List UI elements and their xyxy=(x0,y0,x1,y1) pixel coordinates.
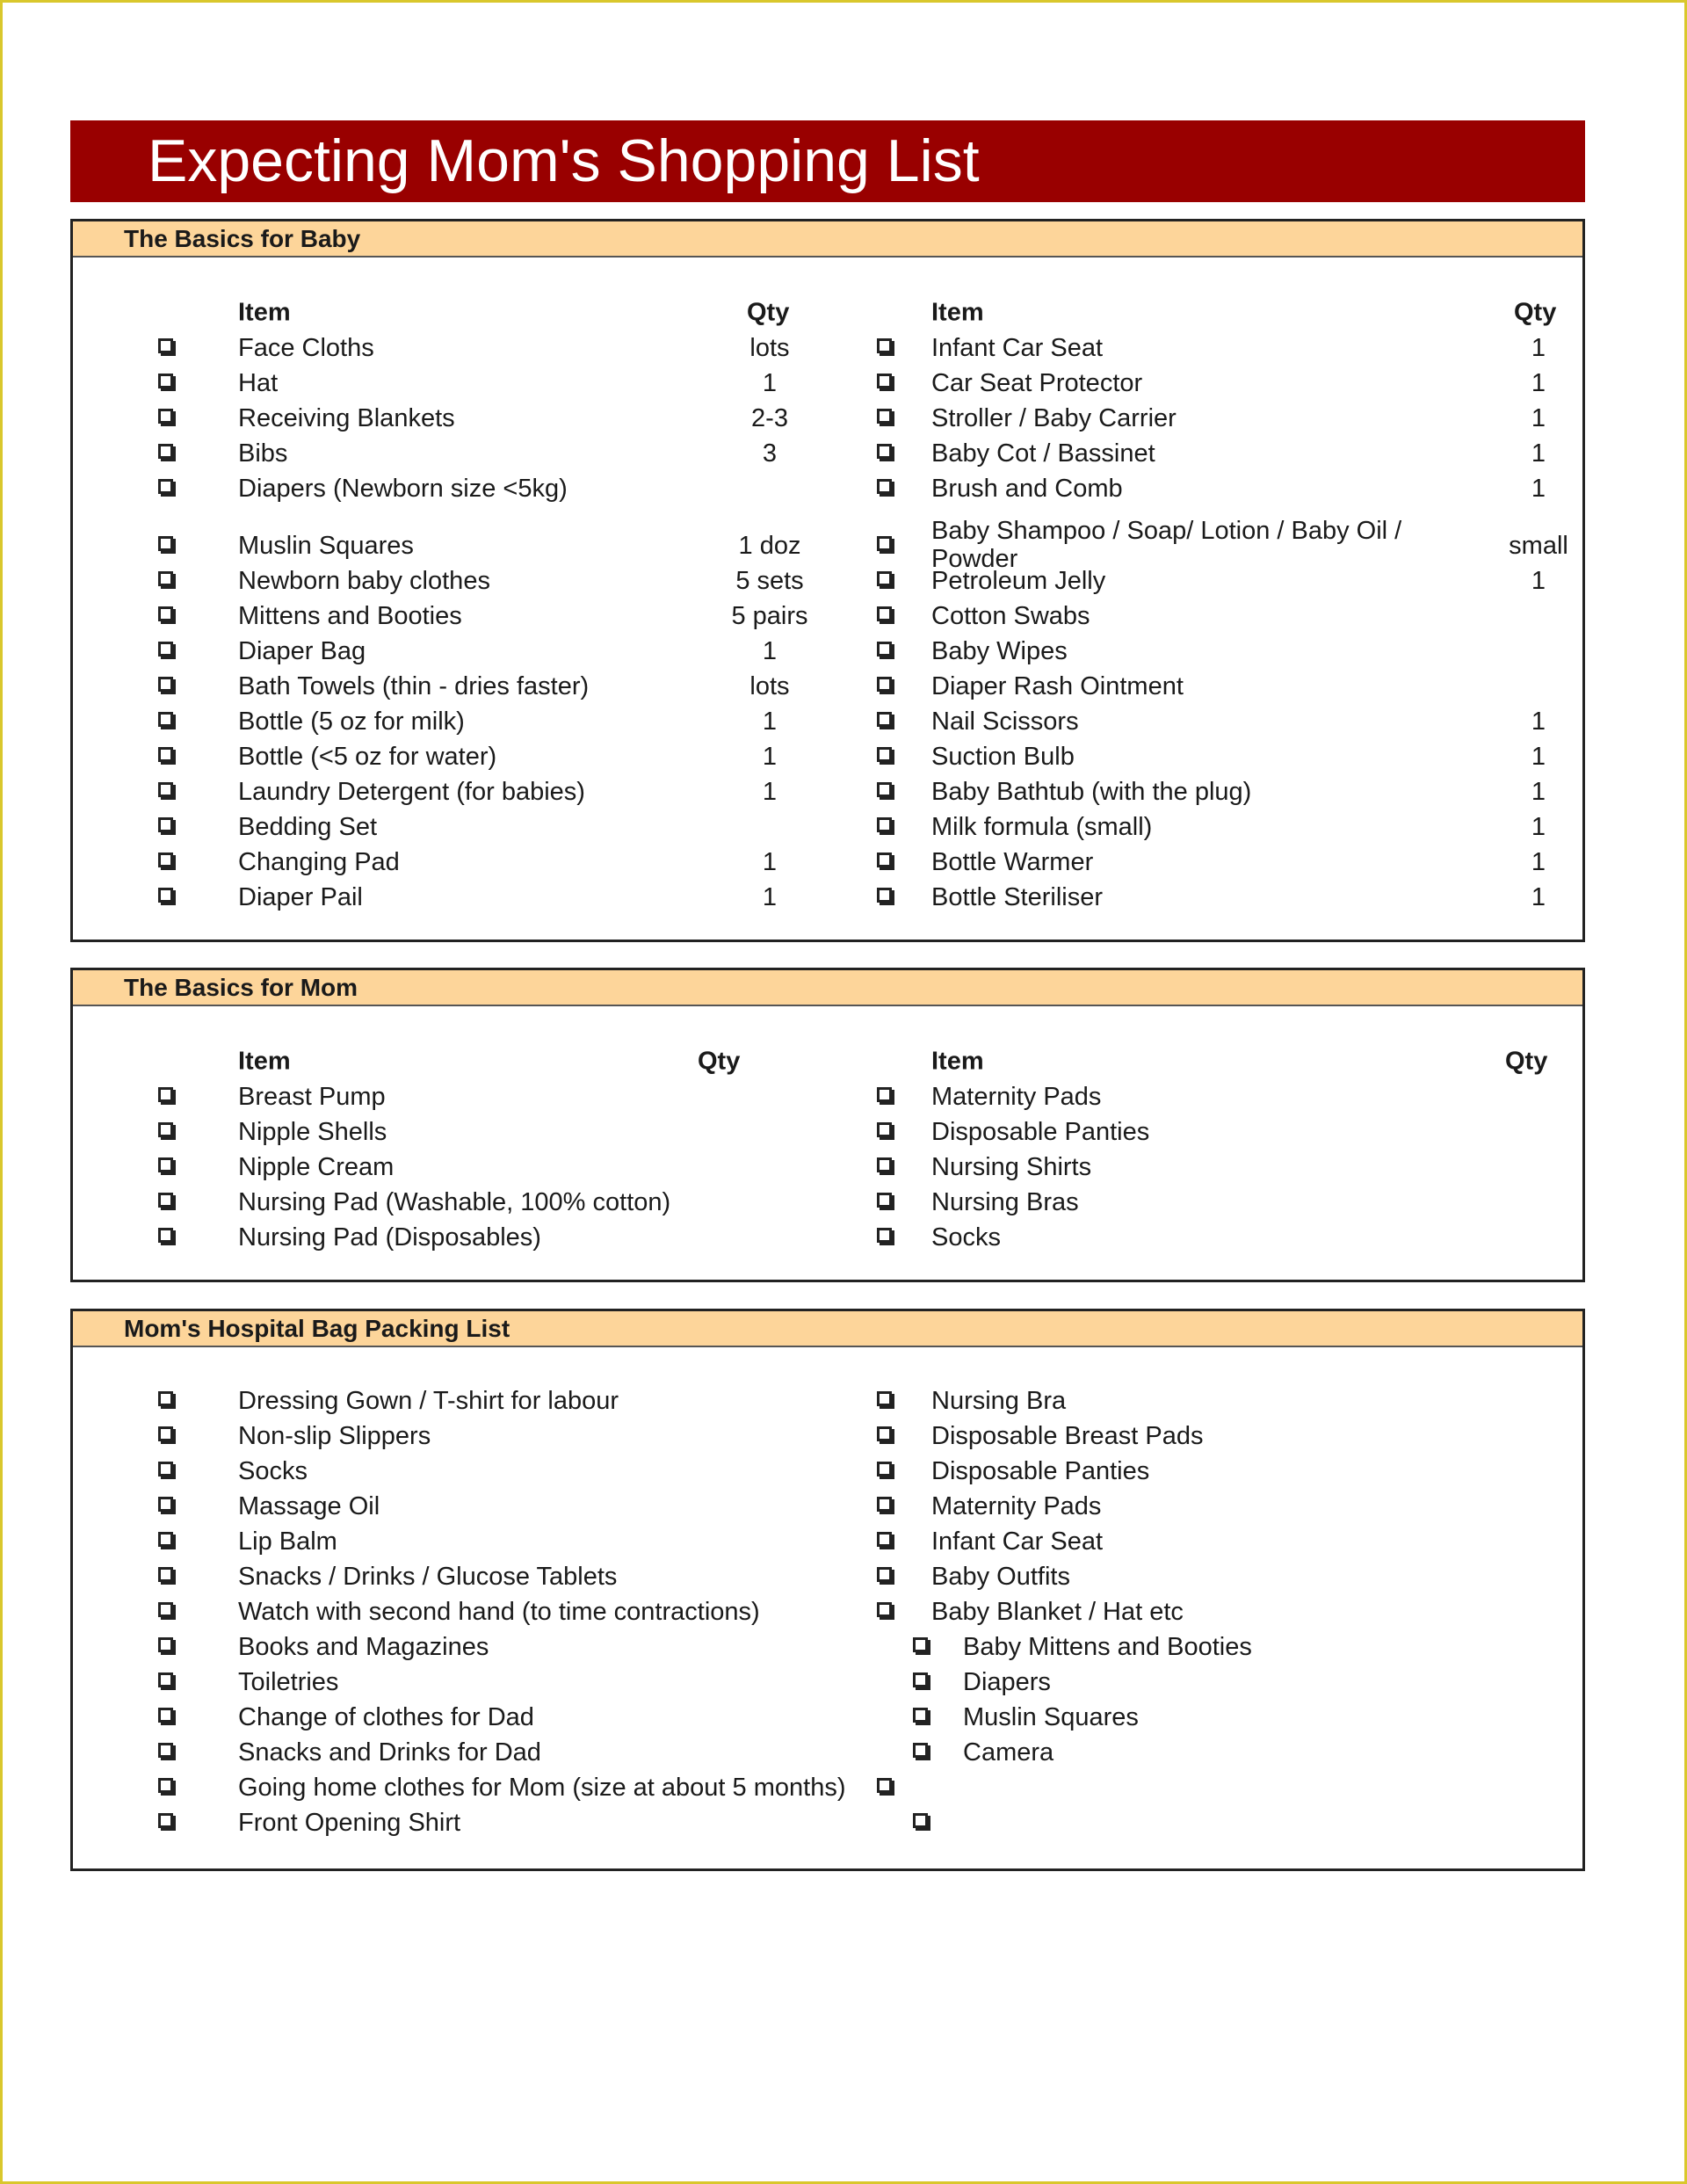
item-label: Hat xyxy=(238,369,279,397)
list-item xyxy=(73,1700,1582,1735)
checkbox[interactable] xyxy=(877,782,892,797)
section-basics-for-baby xyxy=(70,219,1585,942)
checkbox[interactable] xyxy=(913,1813,928,1828)
item-label: Muslin Squares xyxy=(238,532,414,560)
item-label: Nursing Bras xyxy=(931,1188,1079,1216)
list-item xyxy=(73,1805,1582,1840)
item-label-line: Powder xyxy=(931,545,1018,573)
checkbox[interactable] xyxy=(877,1391,892,1406)
checkbox[interactable] xyxy=(877,1426,892,1441)
section-title: The Basics for Baby xyxy=(124,225,361,252)
item-label: Diaper Pail xyxy=(238,883,363,911)
item-label: Baby Outfits xyxy=(931,1563,1070,1591)
checkbox[interactable] xyxy=(877,853,892,867)
list-item xyxy=(73,809,1582,845)
item-label: Brush and Comb xyxy=(931,475,1123,503)
list-item xyxy=(73,1079,1582,1114)
item-qty: 1 xyxy=(762,848,778,876)
item-qty: 2-3 xyxy=(751,404,788,432)
section-header xyxy=(73,970,1582,1006)
section-basics-for-mom xyxy=(70,968,1585,1282)
list-item xyxy=(73,1220,1582,1255)
item-qty: lots xyxy=(749,672,790,700)
page-title: Expecting Mom's Shopping List xyxy=(148,127,980,194)
checkbox[interactable] xyxy=(877,1497,892,1512)
column-header-qty: Qty xyxy=(1505,1047,1548,1076)
checkbox[interactable] xyxy=(877,409,892,424)
list-item xyxy=(73,669,1582,704)
item-label: Baby Wipes xyxy=(931,637,1068,665)
item-qty: 1 xyxy=(1531,334,1546,362)
item-label: Suction Bulb xyxy=(931,743,1075,771)
list-item xyxy=(73,330,1582,366)
list-item xyxy=(73,471,1582,506)
item-label: Change of clothes for Dad xyxy=(238,1703,534,1731)
checkbox[interactable] xyxy=(877,747,892,762)
list-item xyxy=(73,774,1582,809)
item-label: Petroleum Jelly xyxy=(931,567,1106,595)
checkbox[interactable] xyxy=(877,338,892,353)
item-label: Receiving Blankets xyxy=(238,404,455,432)
item-qty: 1 xyxy=(762,778,778,806)
checkbox[interactable] xyxy=(877,1532,892,1547)
item-label: Nipple Shells xyxy=(238,1118,387,1146)
item-label: Snacks and Drinks for Dad xyxy=(238,1738,541,1767)
checkbox[interactable] xyxy=(877,1193,892,1208)
list-item xyxy=(73,1383,1582,1419)
item-label: Nursing Pad (Washable, 100% cotton) xyxy=(238,1188,671,1216)
item-label: Laundry Detergent (for babies) xyxy=(238,778,585,806)
item-label: Bottle (5 oz for milk) xyxy=(238,707,465,736)
item-label: Disposable Breast Pads xyxy=(931,1422,1204,1450)
checkbox[interactable] xyxy=(913,1708,928,1723)
column-header-item: Item xyxy=(238,1047,291,1076)
list-item xyxy=(73,1594,1582,1629)
item-qty: small xyxy=(1509,532,1568,560)
checkbox[interactable] xyxy=(877,536,892,551)
list-item xyxy=(73,563,1582,599)
column-header-qty: Qty xyxy=(1514,298,1557,327)
item-label: Lip Balm xyxy=(238,1527,337,1556)
section-header xyxy=(73,1311,1582,1347)
item-label: Changing Pad xyxy=(238,848,400,876)
item-qty: 1 xyxy=(1531,778,1546,806)
section-title: Mom's Hospital Bag Packing List xyxy=(124,1315,510,1342)
item-label: Diaper Bag xyxy=(238,637,366,665)
checkbox[interactable] xyxy=(877,888,892,903)
list-item xyxy=(73,1665,1582,1700)
item-label: Diaper Rash Ointment xyxy=(931,672,1184,700)
column-header-item: Item xyxy=(931,1047,984,1076)
checkbox[interactable] xyxy=(877,1778,892,1793)
section-title: The Basics for Mom xyxy=(124,974,358,1001)
list-item xyxy=(73,366,1582,401)
checkbox[interactable] xyxy=(877,1157,892,1172)
item-label: Face Cloths xyxy=(238,334,374,362)
checkbox[interactable] xyxy=(877,1122,892,1137)
item-label: Stroller / Baby Carrier xyxy=(931,404,1177,432)
item-label: Diapers (Newborn size <5kg) xyxy=(238,475,568,503)
checkbox[interactable] xyxy=(877,712,892,727)
item-label: Dressing Gown / T-shirt for labour xyxy=(238,1387,619,1415)
checkbox[interactable] xyxy=(877,677,892,692)
item-qty: 3 xyxy=(762,439,778,468)
item-label: Massage Oil xyxy=(238,1492,380,1520)
list-item xyxy=(73,1735,1582,1770)
item-label: Maternity Pads xyxy=(931,1492,1102,1520)
item-label: Baby Mittens and Booties xyxy=(963,1633,1252,1661)
item-label: Baby Cot / Bassinet xyxy=(931,439,1155,468)
checkbox[interactable] xyxy=(913,1672,928,1687)
item-label: Bottle Steriliser xyxy=(931,883,1104,911)
list-item xyxy=(73,1524,1582,1559)
item-label: Front Opening Shirt xyxy=(238,1809,461,1837)
checkbox[interactable] xyxy=(877,1602,892,1617)
item-qty: 5 pairs xyxy=(731,602,808,630)
column-header-item: Item xyxy=(931,298,984,327)
item-qty: 1 xyxy=(1531,567,1546,595)
list-item xyxy=(73,739,1582,774)
item-label: Cotton Swabs xyxy=(931,602,1090,630)
checkbox[interactable] xyxy=(877,374,892,388)
item-label: Bibs xyxy=(238,439,288,468)
item-label: Going home clothes for Mom (size at about 5 months) xyxy=(238,1774,846,1802)
item-label: Bottle Warmer xyxy=(931,848,1094,876)
item-label: Baby Bathtub (with the plug) xyxy=(931,778,1252,806)
item-label: Nursing Shirts xyxy=(931,1153,1092,1181)
checkbox[interactable] xyxy=(877,1087,892,1102)
item-qty: 1 xyxy=(1531,475,1546,503)
checkbox[interactable] xyxy=(877,1462,892,1477)
item-label: Nipple Cream xyxy=(238,1153,395,1181)
checkbox[interactable] xyxy=(877,606,892,621)
checkbox[interactable] xyxy=(913,1637,928,1652)
checkbox[interactable] xyxy=(877,1567,892,1582)
item-label: Disposable Panties xyxy=(931,1118,1150,1146)
item-label: Mittens and Booties xyxy=(238,602,462,630)
item-label: Nursing Bra xyxy=(931,1387,1067,1415)
list-item xyxy=(73,1419,1582,1454)
item-qty: 5 sets xyxy=(735,567,804,595)
item-label: Muslin Squares xyxy=(963,1703,1139,1731)
checkbox[interactable] xyxy=(913,1743,928,1758)
item-label: Diapers xyxy=(963,1668,1051,1696)
item-label: Watch with second hand (to time contractions) xyxy=(238,1598,760,1626)
list-item xyxy=(73,1454,1582,1489)
item-qty: 1 xyxy=(762,883,778,911)
item-label: Infant Car Seat xyxy=(931,334,1104,362)
checkbox[interactable] xyxy=(877,571,892,586)
item-label: Bedding Set xyxy=(238,813,378,841)
checkbox[interactable] xyxy=(877,479,892,494)
list-item xyxy=(73,634,1582,669)
title-banner xyxy=(70,120,1585,202)
list-item xyxy=(73,845,1582,880)
list-item xyxy=(73,1629,1582,1665)
item-label: Breast Pump xyxy=(238,1083,386,1111)
item-label: Non-slip Slippers xyxy=(238,1422,431,1450)
list-item xyxy=(73,1114,1582,1150)
checkbox[interactable] xyxy=(877,817,892,832)
item-qty: 1 xyxy=(1531,848,1546,876)
checkbox[interactable] xyxy=(877,444,892,459)
item-qty: 1 xyxy=(1531,813,1546,841)
item-label: Bath Towels (thin - dries faster) xyxy=(238,672,590,700)
list-item xyxy=(73,1150,1582,1185)
item-label: Camera xyxy=(963,1738,1054,1767)
checkbox[interactable] xyxy=(877,1228,892,1243)
item-qty: 1 xyxy=(762,369,778,397)
item-label: Snacks / Drinks / Glucose Tablets xyxy=(238,1563,618,1591)
item-qty: 1 xyxy=(1531,743,1546,771)
item-label: Socks xyxy=(931,1223,1001,1252)
list-item xyxy=(73,517,1582,573)
list-item xyxy=(73,599,1582,634)
section-hospital-bag xyxy=(70,1309,1585,1871)
item-qty: 1 xyxy=(762,743,778,771)
column-header-item: Item xyxy=(238,298,291,327)
item-label: Infant Car Seat xyxy=(931,1527,1104,1556)
column-header-qty: Qty xyxy=(698,1047,741,1076)
column-header-qty: Qty xyxy=(747,298,790,327)
item-qty: 1 xyxy=(1531,404,1546,432)
item-qty: 1 xyxy=(1531,369,1546,397)
list-item xyxy=(73,880,1582,915)
item-label: Books and Magazines xyxy=(238,1633,489,1661)
item-label: Nursing Pad (Disposables) xyxy=(238,1223,541,1252)
item-label: Car Seat Protector xyxy=(931,369,1143,397)
item-qty: 1 doz xyxy=(738,532,801,560)
list-item xyxy=(73,436,1582,471)
item-label: Newborn baby clothes xyxy=(238,567,490,595)
item-label: Bottle (<5 oz for water) xyxy=(238,743,497,771)
item-label: Disposable Panties xyxy=(931,1457,1150,1485)
item-qty: lots xyxy=(749,334,790,362)
item-label: Baby Blanket / Hat etc xyxy=(931,1598,1184,1626)
list-item xyxy=(73,704,1582,739)
item-qty: 1 xyxy=(762,707,778,736)
item-label-line: Baby Shampoo / Soap/ Lotion / Baby Oil / xyxy=(931,517,1402,545)
item-label: Toiletries xyxy=(238,1668,339,1696)
list-item xyxy=(73,1489,1582,1524)
list-item xyxy=(73,1770,1582,1805)
item-qty: 1 xyxy=(762,637,778,665)
item-qty: 1 xyxy=(1531,883,1546,911)
item-label: Socks xyxy=(238,1457,308,1485)
list-item xyxy=(73,401,1582,436)
item-label: Maternity Pads xyxy=(931,1083,1102,1111)
item-qty: 1 xyxy=(1531,439,1546,468)
item-label: Nail Scissors xyxy=(931,707,1079,736)
item-label: Milk formula (small) xyxy=(931,813,1153,841)
list-item xyxy=(73,1185,1582,1220)
list-item xyxy=(73,1559,1582,1594)
item-qty: 1 xyxy=(1531,707,1546,736)
section-header xyxy=(73,221,1582,258)
checkbox[interactable] xyxy=(877,642,892,657)
